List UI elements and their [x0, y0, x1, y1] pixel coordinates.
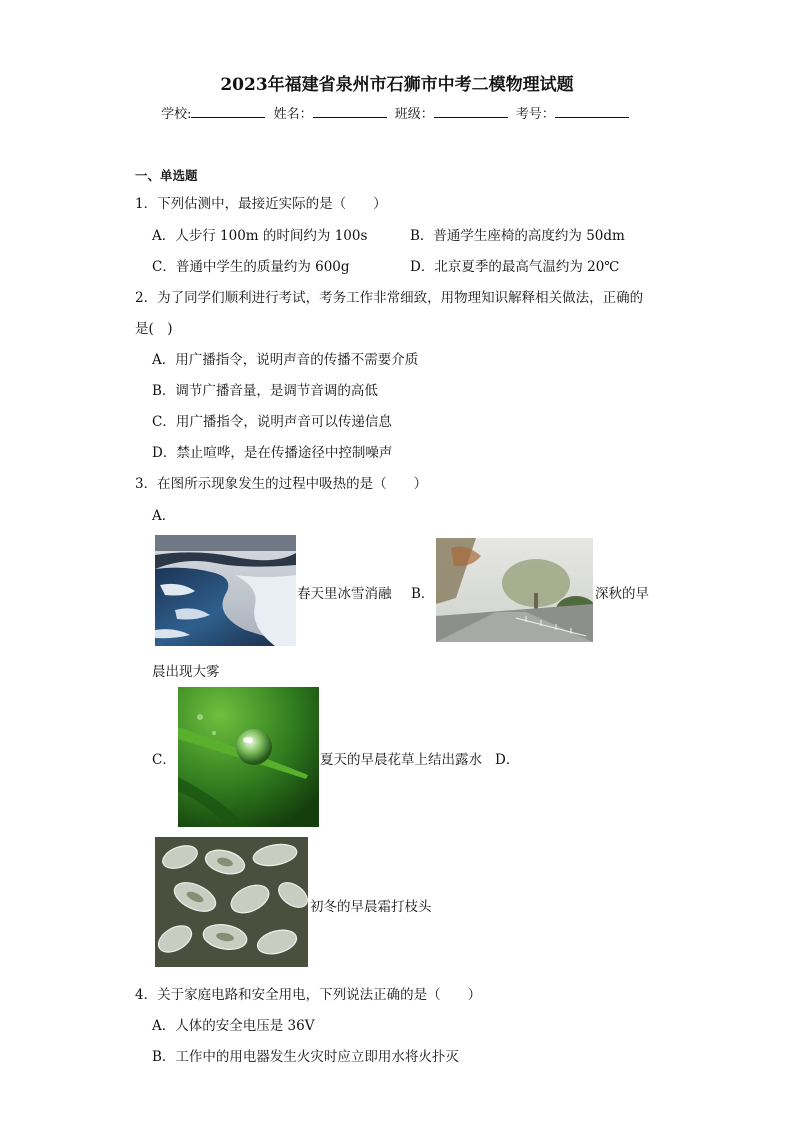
q2-option-c: C．用广播指令，说明声音可以传递信息 [152, 414, 392, 430]
q4-option-b: B．工作中的用电器发生火灾时应立即用水将火扑灭 [152, 1049, 459, 1065]
q2-option-a: A．用广播指令，说明声音的传播不需要介质 [152, 352, 419, 368]
dew-drop-image [178, 687, 319, 827]
q3-option-b-text2: 晨出现大雾 [152, 664, 220, 680]
q3-option-c-text: 夏天的早晨花草上结出露水 [320, 752, 482, 768]
number-label: 考号： [515, 107, 555, 122]
q2-stem-line1: 2．为了同学们顺利进行考试，考务工作非常细致，用物理知识解释相关做法，正确的 [135, 290, 644, 306]
number-blank[interactable] [555, 106, 629, 118]
name-label: 姓名： [273, 107, 313, 122]
q3-option-d-label: D． [495, 752, 520, 768]
section-heading: 一、单选题 [135, 168, 198, 183]
q3-option-d-text: 初冬的早晨霜打枝头 [310, 899, 432, 915]
class-label: 班级： [394, 107, 434, 122]
school-label: 学校: [161, 107, 192, 122]
melting-ice-image [155, 535, 296, 646]
q3-option-a-text: 春天里冰雪消融 [297, 586, 392, 602]
q3-option-b-text1: 深秋的早 [595, 586, 649, 602]
name-blank[interactable] [313, 106, 387, 118]
frost-plants-image [155, 837, 308, 967]
q2-stem-line2: 是( ) [135, 321, 173, 337]
foggy-morning-image [436, 538, 593, 642]
q4-option-a: A．人体的安全电压是 36V [152, 1018, 315, 1034]
q2-option-d: D．禁止喧哗，是在传播途径中控制噪声 [152, 445, 393, 461]
q2-option-b: B．调节广播音量，是调节音调的高低 [152, 383, 378, 399]
q3-stem: 3．在图所示现象发生的过程中吸热的是（ ） [135, 476, 428, 492]
school-blank[interactable] [191, 106, 265, 118]
exam-title: 2023年福建省泉州市石狮市中考二模物理试题 [220, 75, 574, 95]
q1-option-a: A．人步行 100m 的时间约为 100s [152, 228, 368, 244]
class-blank[interactable] [434, 106, 508, 118]
q4-stem: 4．关于家庭电路和安全用电，下列说法正确的是（ ） [135, 987, 482, 1003]
q3-option-b-label: B． [411, 586, 435, 602]
q3-option-a-label: A． [152, 508, 176, 524]
q1-stem: 1．下列估测中，最接近实际的是（ ） [135, 196, 387, 212]
student-info-line [0, 103, 794, 122]
q3-option-c-label: C． [152, 752, 176, 768]
q1-option-c: C．普通中学生的质量约为 600g [152, 259, 350, 275]
q1-option-b: B．普通学生座椅的高度约为 50dm [410, 228, 625, 244]
q1-option-d: D．北京夏季的最高气温约为 20℃ [410, 259, 620, 275]
